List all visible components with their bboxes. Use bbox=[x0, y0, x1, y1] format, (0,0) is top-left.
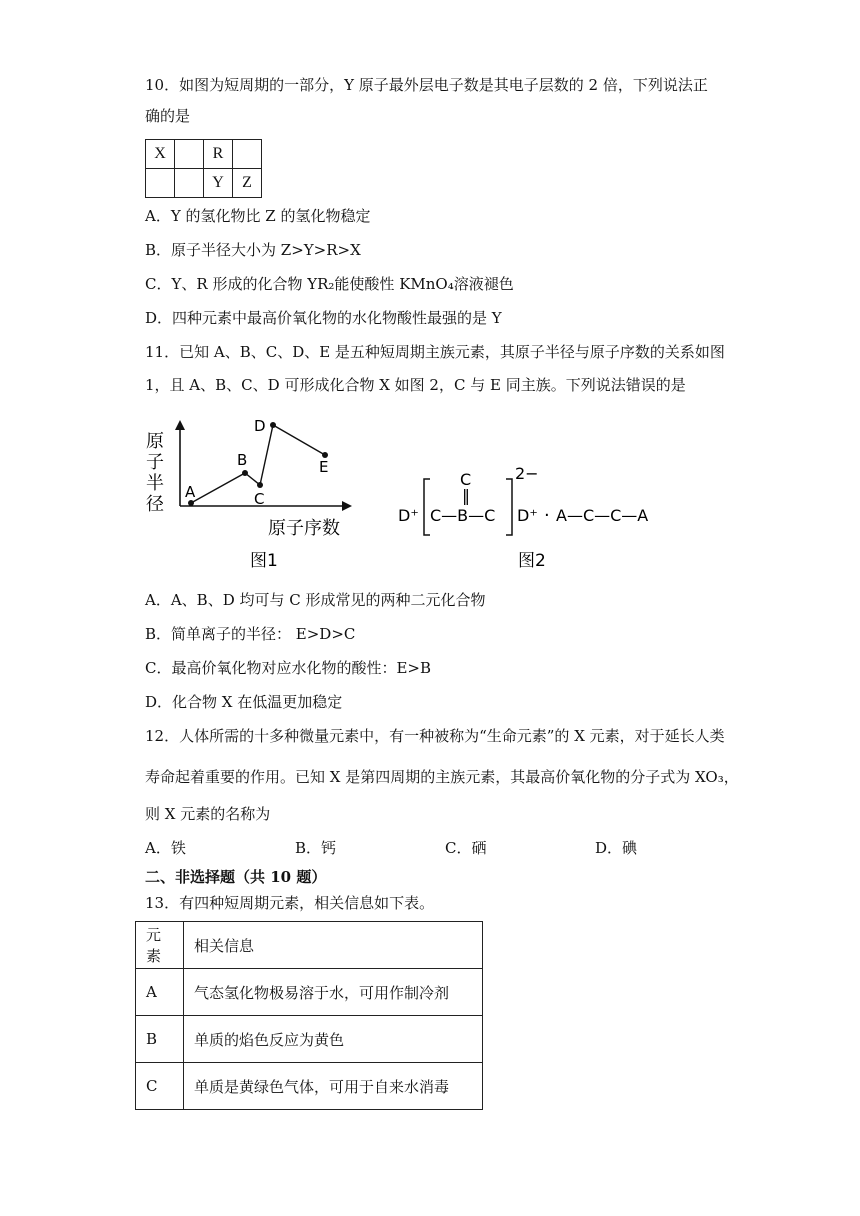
table-cell: 单质的焰色反应为黄色 bbox=[184, 1016, 483, 1063]
q13-stem: 13．有四种短周期元素，相关信息如下表。 bbox=[145, 894, 435, 912]
table-row bbox=[136, 1063, 483, 1110]
q11-stem-line2: 1，且 A、B、C、D 可形成化合物 X 如图 2，C 与 E 同主族。下列说法错误的是 bbox=[145, 376, 686, 394]
table-cell bbox=[233, 140, 262, 169]
x-axis-label: 原子序数 bbox=[268, 518, 340, 539]
right-bracket bbox=[506, 479, 512, 535]
table-row bbox=[136, 969, 483, 1016]
d-plus-left: D⁺ bbox=[398, 506, 419, 525]
point-b bbox=[242, 470, 248, 476]
q10-option-c: C．Y、R 形成的化合物 YR₂能使酸性 KMnO₄溶液褪色 bbox=[145, 275, 514, 293]
q12-choice-b: B．钙 bbox=[295, 839, 337, 857]
q12-stem-line2: 寿命起着重要的作用。已知 X 是第四周期的主族元素，其最高价氧化物的分子式为 XO₃， bbox=[145, 768, 739, 786]
table-cell: R bbox=[204, 140, 233, 169]
label-e: E bbox=[319, 458, 329, 476]
q10-option-d: D．四种元素中最高价氧化物的水化物酸性最强的是 Y bbox=[145, 309, 502, 327]
table-cell: 单质是黄绿色气体，可用于自来水消毒 bbox=[184, 1063, 483, 1110]
label-b: B bbox=[237, 451, 248, 469]
table-cell bbox=[146, 169, 175, 198]
figure-2-caption: 图2 bbox=[518, 551, 546, 571]
q11-stem-line1: 11．已知 A、B、C、D、E 是五种短周期主族元素，其原子半径与原子序数的关系如图 bbox=[145, 343, 725, 361]
periodic-table-fragment bbox=[145, 139, 262, 198]
q11-option-b: B．简单离子的半径： E>D>C bbox=[145, 625, 356, 643]
q12-stem-line3: 则 X 元素的名称为 bbox=[145, 805, 271, 823]
q11-option-d: D．化合物 X 在低温更加稳定 bbox=[145, 693, 343, 711]
table-cell: Z bbox=[233, 169, 262, 198]
charge-label: 2− bbox=[515, 464, 539, 483]
table-cell: X bbox=[146, 140, 175, 169]
table-cell: 气态氢化物极易溶于水，可用作制冷剂 bbox=[184, 969, 483, 1016]
element-info-table bbox=[135, 921, 483, 1110]
tail-chain: A—C—C—A bbox=[556, 506, 649, 525]
figure-1-radius-graph bbox=[140, 410, 370, 575]
q12-choice-d: D．碘 bbox=[595, 839, 638, 857]
y-axis-label-4: 径 bbox=[146, 494, 164, 515]
y-axis-label-1: 原 bbox=[146, 431, 164, 452]
q12-choices bbox=[145, 838, 745, 858]
q11-option-a: A．A、B、D 均可与 C 形成常见的两种二元化合物 bbox=[145, 591, 486, 609]
q10-option-a: A．Y 的氢化物比 Z 的氢化物稳定 bbox=[145, 207, 371, 225]
figure-1-caption: 图1 bbox=[250, 551, 278, 571]
y-axis-label-3: 半 bbox=[146, 473, 164, 494]
label-d: D bbox=[254, 417, 266, 435]
d-plus-right: D⁺ bbox=[517, 506, 538, 525]
table-row bbox=[136, 922, 483, 969]
middle-dot: · bbox=[544, 505, 550, 526]
q10-stem-line1: 10．如图为短周期的一部分，Y 原子最外层电子数是其电子层数的 2 倍，下列说法正 bbox=[145, 76, 708, 94]
top-carbon: C bbox=[460, 470, 472, 489]
chain-c-b-c: C—B—C bbox=[430, 506, 496, 525]
table-cell bbox=[175, 140, 204, 169]
y-axis-label-2: 子 bbox=[146, 452, 164, 473]
table-cell: Y bbox=[204, 169, 233, 198]
table-header: 元素 bbox=[136, 922, 184, 969]
table-cell: B bbox=[136, 1016, 184, 1063]
point-c bbox=[257, 482, 263, 488]
table-row bbox=[146, 169, 262, 198]
q11-option-c: C．最高价氧化物对应水化物的酸性：E>B bbox=[145, 659, 432, 677]
figure-2-compound-structure bbox=[392, 435, 682, 575]
table-header: 相关信息 bbox=[184, 922, 483, 969]
q12-stem-line1: 12．人体所需的十多种微量元素中，有一种被称为“生命元素”的 X 元素，对于延长人类 bbox=[145, 727, 725, 745]
table-cell: A bbox=[136, 969, 184, 1016]
label-c: C bbox=[254, 490, 265, 508]
q12-choice-a: A．铁 bbox=[145, 839, 186, 857]
double-bond: ‖ bbox=[462, 486, 470, 505]
q12-choice-c: C．硒 bbox=[445, 839, 487, 857]
point-d bbox=[270, 422, 276, 428]
table-cell: C bbox=[136, 1063, 184, 1110]
label-a: A bbox=[185, 483, 196, 501]
table-row bbox=[146, 140, 262, 169]
q10-option-b: B．原子半径大小为 Z>Y>R>X bbox=[145, 241, 361, 259]
table-cell bbox=[175, 169, 204, 198]
section-heading: 二、非选择题（共 10 题） bbox=[145, 868, 327, 886]
table-row bbox=[136, 1016, 483, 1063]
q10-stem-line2: 确的是 bbox=[145, 107, 191, 125]
